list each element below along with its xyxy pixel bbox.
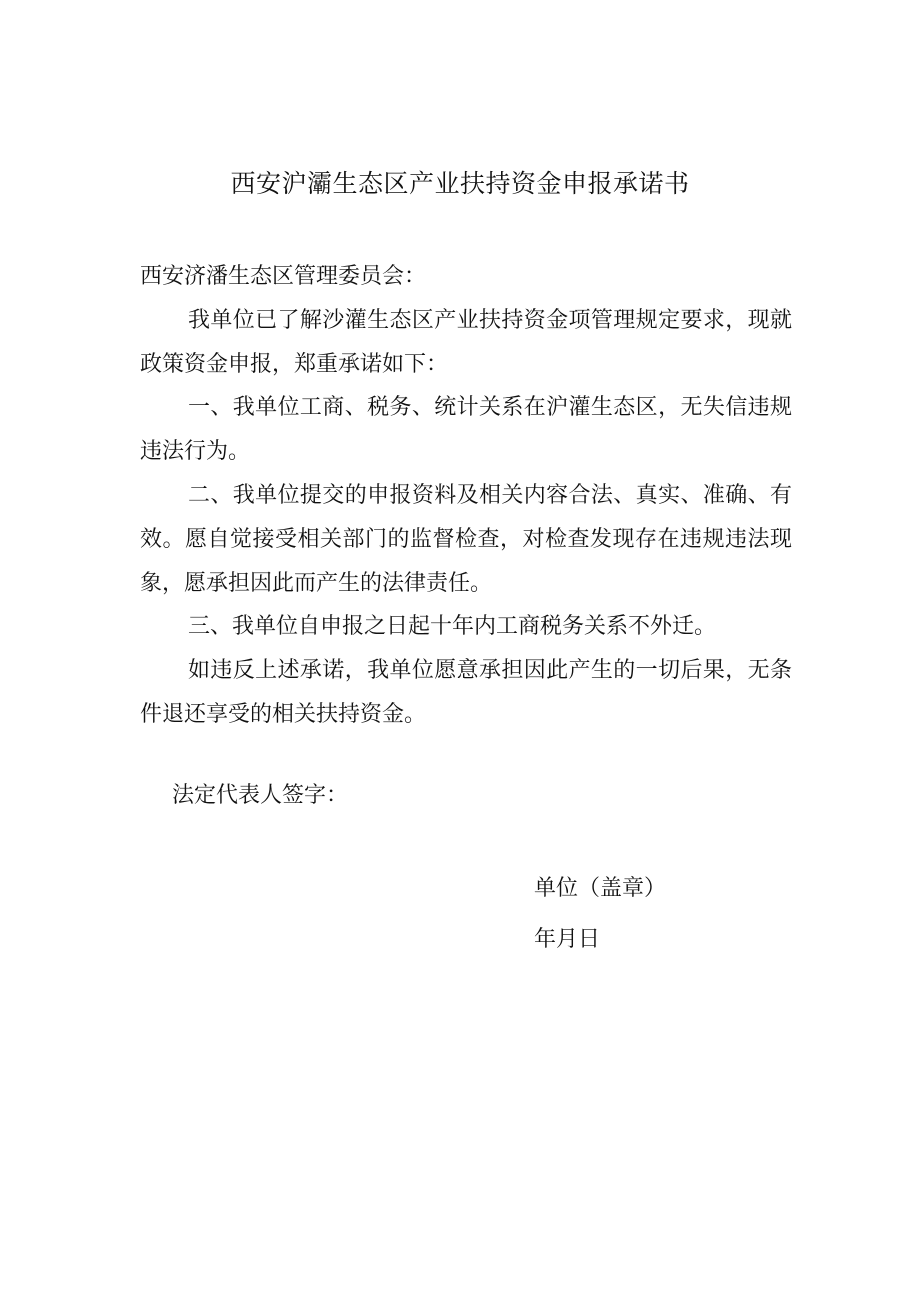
paragraph-item-3: 三、我单位自申报之日起十年内工商税务关系不外迁。 [188, 614, 717, 640]
company-seal-label: 单位（盖章） [534, 876, 667, 901]
salutation: 西安济潘生态区管理委员会： [140, 264, 427, 289]
paragraph-closing: 如违反上述承诺，我单位愿意承担因此产生的一切后果，无条件退还享受的相关扶持资金。 [140, 658, 792, 727]
document-title: 西安沪灞生态区产业扶持资金申报承诺书 [230, 169, 690, 198]
paragraph-item-1: 一、我单位工商、税务、统计关系在沪灌生态区，无失信违规违法行为。 [140, 395, 792, 465]
paragraph-intro: 我单位已了解沙灌生态区产业扶持资金项管理规定要求，现就政策资金申报，郑重承诺如下： [140, 307, 792, 377]
paragraph-item-2: 二、我单位提交的申报资料及相关内容合法、真实、准确、有效。愿自觉接受相关部门的监督检查，对检查发现存在违规违法现象，愿承担因此而产生的法律责任。 [140, 482, 792, 596]
legal-representative-signature-label: 法定代表人签字： [172, 783, 349, 808]
document-body [140, 255, 792, 737]
date-label: 年月日 [534, 927, 601, 952]
